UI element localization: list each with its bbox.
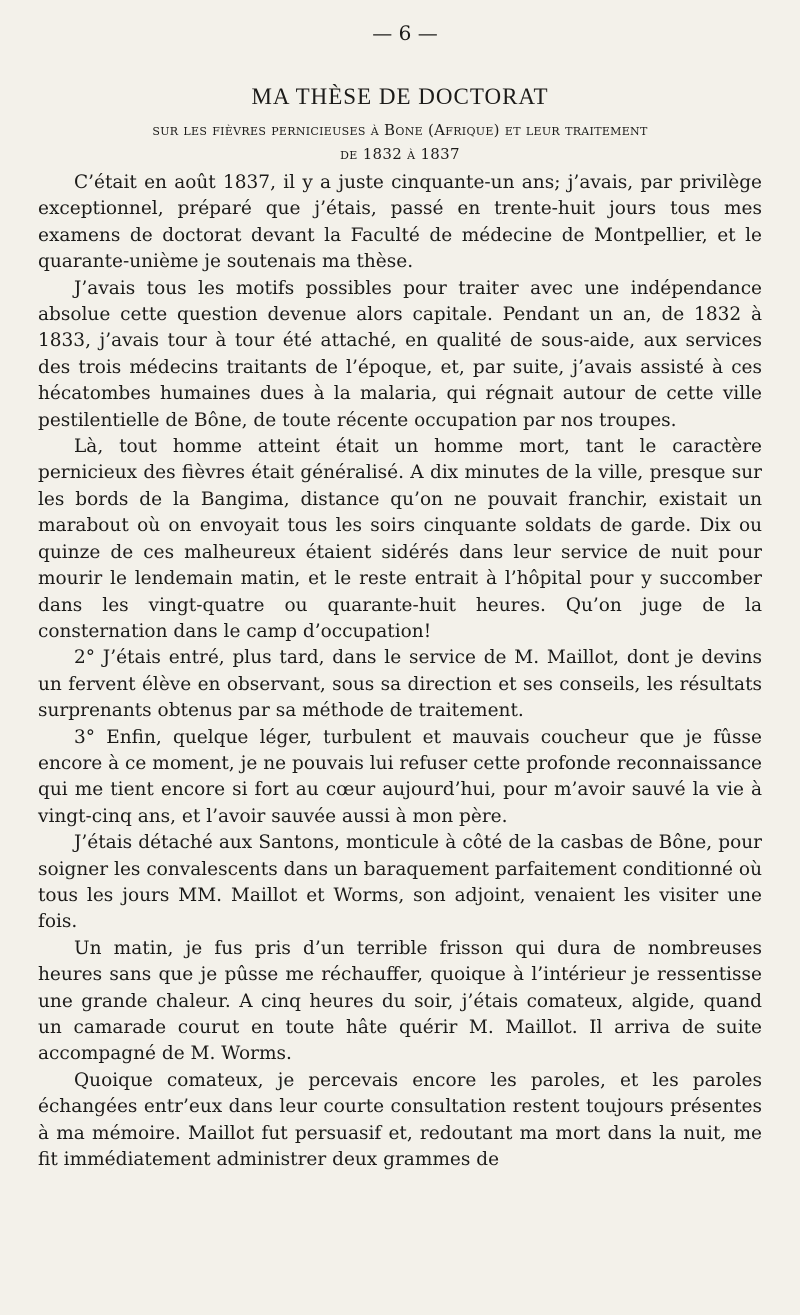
body-text: [38, 170, 762, 1173]
page-number: — 6 —: [372, 21, 438, 45]
paragraph: J’étais détaché aux Santons, monticule à côté de la casbas de Bône, pour soigner les convalescents dans un baraquement parfaitement conditionné où tous les jours MM. Maillot et Worms, son adjoint, venaient les visiter une fois.: [38, 832, 762, 933]
paragraph: J’avais tous les motifs possibles pour traiter avec une indépendance absolue cette question devenue alors capitale. Pendant un an, de 1832 à 1833, j’avais tour à tour été attaché, en qualité de sous-aide, aux services des trois médecins traitants de l’époque, et, par suite, j’avais assisté à ces hécatombes humaines dues à la malaria, qui régnait autour de cette ville pestilentielle de Bône, de toute récente occupation par nos troupes.: [38, 277, 762, 431]
paragraph: Là, tout homme atteint était un homme mort, tant le caractère pernicieux des fièvres était généralisé. A dix minutes de la ville, presque sur les bords de la Bangima, distance qu’on ne pouvait franchir, existait un marabout où on envoyait tous les soirs cinquante soldats de garde. Dix ou quinze de ces malheureux étaient sidérés dans leur service de nuit pour mourir le lendemain matin, et le reste entrait à l’hôpital pour y succomber dans les vingt-quatre ou quarante-huit heures. Qu’on juge de la consternation dans le camp d’occupation!: [38, 436, 762, 642]
chapter-subtitle: [38, 118, 762, 166]
paragraph: Un matin, je fus pris d’un terrible frisson qui dura de nombreuses heures sans que je pûsse me réchauffer, quoique à l’intérieur je ressentisse une grande chaleur. A cinq heures du soir, j’étais comateux, algide, quand un camarade courut en toute hâte quérir M. Maillot. Il arriva de suite accompagné de M. Worms.: [38, 937, 762, 1065]
paragraph: 3° Enfin, quelque léger, turbulent et mauvais coucheur que je fûsse encore à ce moment, je ne pouvais lui refuser cette profonde reconnaissance qui me tient encore si fort au cœur aujourd’hui, pour m’avoir sauvé la vie à vingt-cinq ans, et l’avoir sauvée aussi à mon père.: [38, 726, 762, 827]
paragraph: C’était en août 1837, il y a juste cinquante-un ans; j’avais, par privilège exceptionnel, préparé que j’étais, passé en trente-huit jours tous mes examens de doctorat devant la Faculté de médecine de Montpellier, et le quarante-unième je soutenais ma thèse.: [38, 172, 762, 273]
paragraph: Quoique comateux, je percevais encore les paroles, et les paroles échangées entr’eux dans leur courte consultation restent toujours présentes à ma mémoire. Maillot fut persuasif et, redoutant ma mort dans la nuit, me fit immédiatement administrer deux grammes de: [38, 1069, 762, 1171]
chapter-title: MA THÈSE DE DOCTORAT: [251, 84, 549, 109]
subtitle-line-1: sur les fièvres pernicieuses à Bone (Afrique) et leur traitement: [152, 121, 648, 139]
subtitle-line-2: de 1832 à 1837: [340, 145, 460, 163]
paragraph: 2° J’étais entré, plus tard, dans le service de M. Maillot, dont je devins un fervent élève en observant, sous sa direction et ses conseils, les résultats surprenants obtenus par sa méthode de traitement.: [38, 647, 762, 722]
